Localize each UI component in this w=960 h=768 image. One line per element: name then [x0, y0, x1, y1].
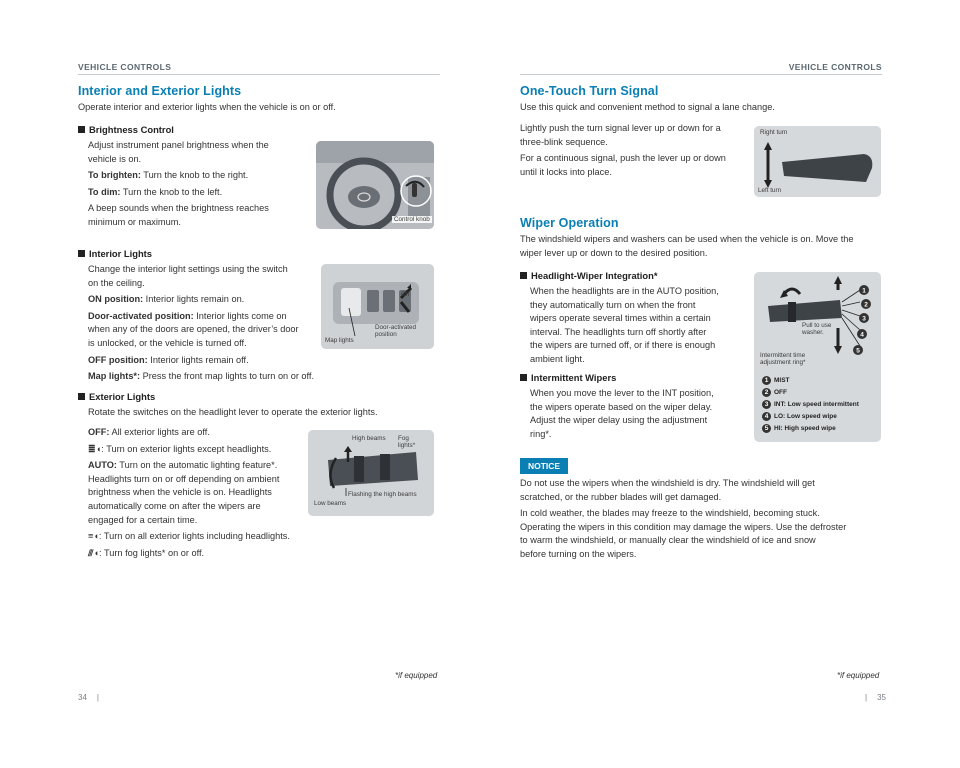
wiper-intro: The windshield wipers and washers can be used when the vehicle is on. Move the wiper lever up or down to the desired position. — [520, 234, 854, 258]
intro-text: Operate interior and exterior lights when the vehicle is on or off. — [78, 102, 336, 112]
fog-light-icon: ⫻◖ — [88, 547, 100, 558]
legend-item: 3 INT: Low speed intermittent — [762, 400, 859, 409]
page-title: Interior and Exterior Lights — [78, 84, 242, 98]
footnote: *if equipped — [837, 671, 880, 680]
exterior-intro: Rotate the switches on the headlight lever to operate the exterior lights. — [88, 407, 378, 417]
headlight-wiper-heading: Headlight-Wiper Integration* — [520, 270, 657, 281]
turn-signal-figure — [754, 126, 881, 197]
left-turn-caption: Left turn — [758, 187, 782, 194]
interior-text: Change the interior light settings using the switch on the ceiling. ON position: Interior lights remain on. Door-activated position: Interior lights come on when any of the doors are opened, the driver’s door is unlocked, or the vehicle is turned off. OFF position: Interior lights remain off. Map lights*: Press the front map lights to turn on or off. — [88, 264, 315, 382]
intermittent-heading: Intermittent Wipers — [520, 372, 616, 383]
wiper-title: Wiper Operation — [520, 216, 619, 230]
svg-text:2: 2 — [864, 301, 868, 309]
page-number: 34 | — [78, 693, 99, 702]
exterior-heading: Exterior Lights — [78, 391, 155, 402]
right-page — [480, 0, 960, 768]
footnote: *if equipped — [395, 671, 438, 680]
right-turn-caption: Right turn — [760, 129, 788, 136]
interior-heading: Interior Lights — [78, 248, 152, 259]
svg-text:5: 5 — [856, 347, 860, 355]
headlight-wiper-text: When the headlights are in the AUTO position, they automatically turn on when the front wipers operate several times within a certain interval. The headlights turn off shortly after the wipers are turned off, or if there is enough ambient light. — [530, 286, 719, 364]
exterior-text: OFF: All exterior lights are off. ≣◖: Turn on exterior lights except headlights. AUTO: Turn on the automatic lighting feature*. Headlights turn on or off depending on ambient brightness when the vehicle is on. Headlights automatically come on after the wipers are engaged for a certain time. ≡◖: Turn on all exterior lights including headlights. ⫻◖: Turn fog lights* on or off. — [88, 427, 290, 558]
control-knob-caption: Control knob — [394, 216, 430, 223]
brightness-heading: Brightness Control — [78, 124, 174, 135]
headlight-icon: ≡◖ — [88, 531, 99, 542]
turn-signal-text: Lightly push the turn signal lever up or down for a three-blink sequence. For a continuous signal, push the lever up or down until it locks into place. — [520, 123, 726, 177]
svg-text:1: 1 — [862, 287, 866, 295]
legend-item: 4 LO: Low speed wipe — [762, 412, 837, 421]
turn-signal-title: One-Touch Turn Signal — [520, 84, 659, 98]
legend-item: 2 OFF — [762, 388, 787, 397]
legend-item: 5 HI: High speed wipe — [762, 424, 836, 433]
flashing-caption: Flashing the high beams — [348, 491, 417, 498]
door-activated-caption: Door-activated position — [375, 324, 416, 339]
header-divider — [78, 74, 440, 75]
off-caption: Off — [401, 291, 410, 298]
control-knob-figure — [316, 141, 434, 229]
section-header: VEHICLE CONTROLS — [78, 62, 172, 72]
turn-signal-intro: Use this quick and convenient method to signal a lane change. — [520, 102, 775, 112]
fog-lights-caption: Fog lights* — [398, 435, 416, 450]
section-header: VEHICLE CONTROLS — [788, 62, 882, 72]
header-divider — [520, 74, 882, 75]
svg-text:4: 4 — [860, 331, 864, 339]
wiper-figure — [754, 272, 881, 442]
brightness-text: Adjust instrument panel brightness when the vehicle is on. To brighten: Turn the knob to the right. To dim: Turn the knob to the left. A beep sounds when the brightness reaches minimum or maximum. — [88, 140, 269, 227]
pull-washer-caption: Pull to use washer. — [802, 322, 832, 337]
map-lights-caption: Map lights — [325, 337, 354, 344]
intermittent-text: When you move the lever to the INT position, the wipers operate based on the wiper delay. Adjust the wiper delay using the adjustment ring*. — [530, 388, 714, 439]
notice-text: Do not use the wipers when the windshield is dry. The windshield will get scratched, or the rubber blades will get damaged. In cold weather, the blades may freeze to the windshield, becoming stuck. Operating the wipers in this condition may damage the wipers. Use the defroster to warm the windshield, or manually clear the windshield of ice and snow before turning on the wipers. — [520, 478, 847, 559]
low-beams-caption: Low beams — [314, 500, 347, 507]
parking-lights-icon: ≣◖ — [88, 443, 102, 454]
notice-badge: NOTICE — [520, 458, 568, 474]
svg-text:3: 3 — [862, 315, 866, 323]
headlight-lever-figure — [308, 430, 434, 516]
legend-item: 1 MIST — [762, 376, 790, 385]
ceiling-light-figure — [321, 264, 434, 349]
page-number: | 35 — [865, 693, 886, 702]
ring-caption: Intermittent time adjustment ring* — [760, 352, 806, 367]
high-beams-caption: High beams — [352, 435, 386, 442]
